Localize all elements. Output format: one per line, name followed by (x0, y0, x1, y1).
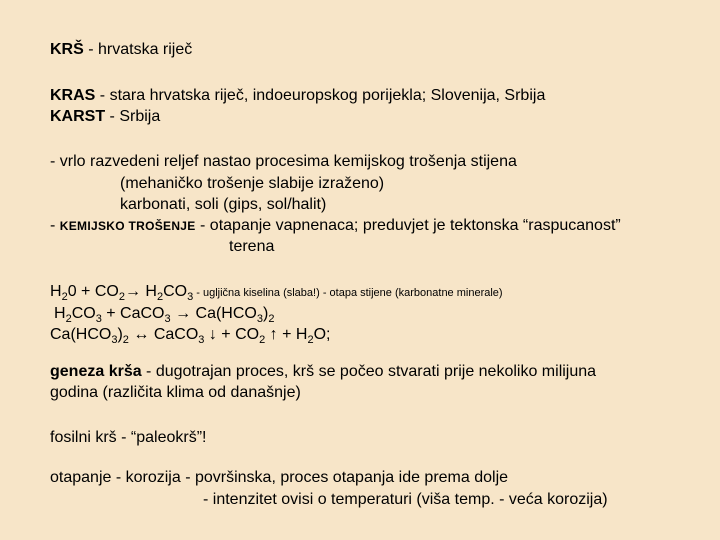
eq2-d: → Ca(HCO (170, 305, 257, 322)
eq3-c-sub: 3 (198, 334, 205, 346)
eq2-d-sub: 3 (256, 313, 263, 325)
text-chemical: - otapanje vapnenaca; preduvjet je tektonska “raspucanost” (195, 217, 621, 234)
eq3-f: O; (313, 326, 331, 343)
equation-2 (54, 304, 274, 324)
line-krs (50, 40, 192, 60)
equation-3 (50, 325, 330, 345)
eq3-b-sub: 2 (122, 334, 129, 346)
eq2-e: ) (262, 305, 269, 322)
eq3-d: ↓ + CO (204, 326, 260, 343)
line-climate: godina (različita klima od današnje) (50, 384, 301, 401)
eq3-e: ↑ + H (265, 326, 308, 343)
term-genesis: geneza krša (50, 363, 142, 380)
eq1-b: 0 + CO (67, 283, 119, 300)
eq3-a: Ca(HCO (50, 326, 112, 343)
line-carbonates: karbonati, soli (gips, sol/halit) (120, 196, 327, 213)
text-karst: - Srbija (105, 108, 161, 125)
line-intensity: - intenzitet ovisi o temperaturi (viša temp. - veća korozija) (203, 491, 608, 508)
eq2-b-sub: 3 (95, 313, 102, 325)
line-genesis (50, 362, 596, 382)
eq2-c: + CaCO (101, 305, 165, 322)
eq1-c: → H (124, 283, 157, 300)
text-kras: - stara hrvatska riječ, indoeuropskog porijekla; Slovenija, Srbija (95, 87, 546, 104)
line-chemical (50, 216, 621, 236)
eq1-a: H (50, 283, 62, 300)
eq3-b: ) (117, 326, 123, 343)
eq1-d: CO (163, 283, 188, 300)
text-krs: - hrvatska riječ (83, 41, 193, 58)
equation-1 (50, 282, 503, 303)
term-krs: KRŠ (50, 41, 84, 58)
eq1-note: - ugljična kiselina (slaba!) - otapa stijene (karbonatne minerale) (193, 287, 503, 299)
line-definition: - vrlo razvedeni reljef nastao procesima kemijskog trošenja stijena (50, 153, 517, 170)
eq1-a-sub: 2 (61, 291, 68, 303)
eq2-c-sub: 3 (164, 313, 171, 325)
eq3-c: ↔ CaCO (128, 326, 199, 343)
line-terrain: terena (229, 238, 275, 255)
line-corrosion: otapanje - korozija - površinska, proces otapanja ide prema dolje (50, 469, 509, 486)
line-karst (50, 107, 160, 127)
eq1-d-sub: 3 (187, 291, 194, 303)
eq3-e-sub: 2 (307, 334, 314, 346)
line-paleokarst: fosilni krš - “paleokrš”! (50, 429, 207, 446)
term-karst: KARST (50, 108, 106, 125)
line-kras (50, 86, 545, 106)
eq2-a-sub: 2 (65, 313, 72, 325)
eq1-b-sub: 2 (118, 291, 125, 303)
term-kras: KRAS (50, 87, 96, 104)
eq1-c-sub: 2 (156, 291, 164, 303)
eq2-a: H (54, 305, 66, 322)
dash: - (50, 217, 60, 234)
line-mechanical: (mehaničko trošenje slabije izraženo) (120, 175, 385, 192)
term-chemical-weathering: KEMIJSKO TROŠENJE (59, 219, 196, 233)
eq2-b: CO (71, 305, 96, 322)
text-genesis: - dugotrajan proces, krš se počeo stvarati prije nekoliko milijuna (141, 363, 597, 380)
eq3-d-sub: 2 (259, 334, 266, 346)
eq3-a-sub: 3 (111, 334, 118, 346)
eq2-e-sub: 2 (268, 313, 275, 325)
